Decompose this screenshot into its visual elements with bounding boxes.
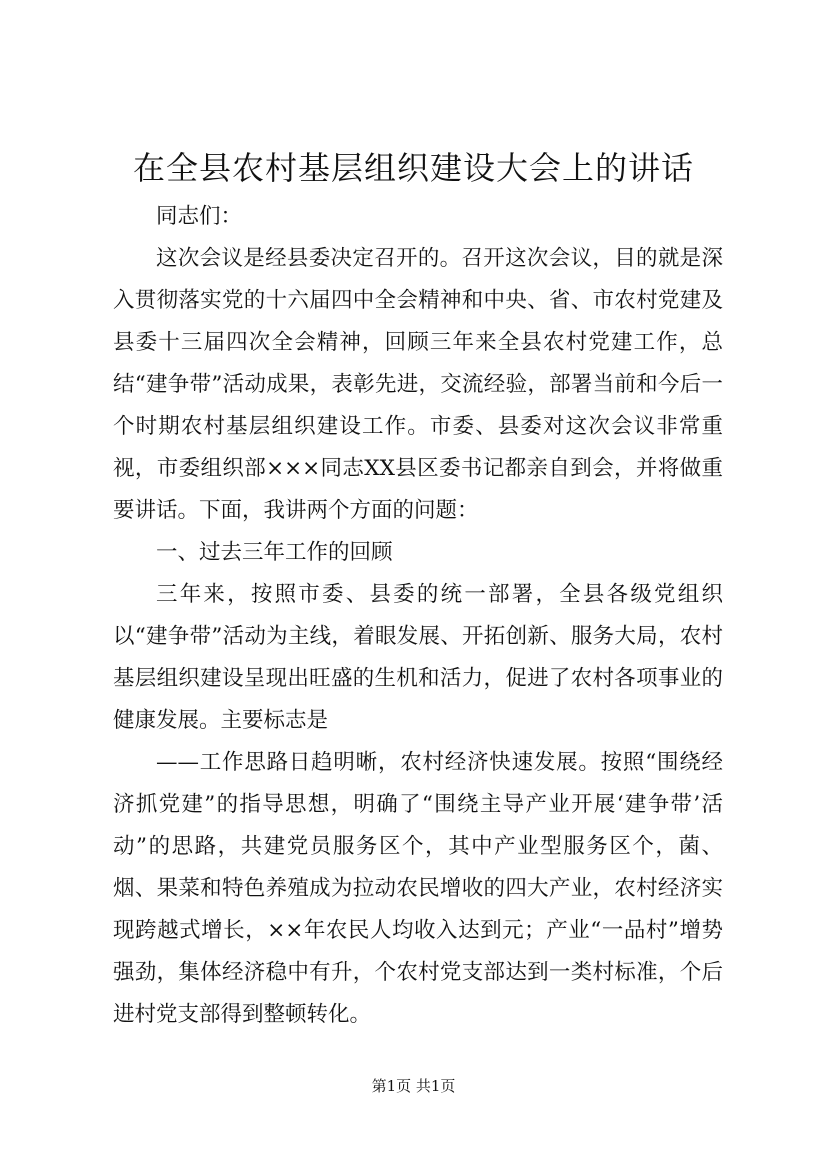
intro-paragraph: 这次会议是经县委决定召开的。召开这次会议，目的就是深入贯彻落实党的十六届四中全会精神和中央、省、市农村党建及县委十三届四次全会精神，回顾三年来全县农村党建工作，总结“建争带”活动成果，表彰先进，交流经验，部署当前和今后一个时期农村基层组织建设工作。市委、县委对这次会议非常重视，市委组织部×××同志XX县区委书记都亲自到会，并将做重要讲话。下面，我讲两个方面的问题： — [113, 246, 723, 523]
review-paragraph: 三年来，按照市委、县委的统一部署，全县各级党组织以“建争带”活动为主线，着眼发展、开拓创新、服务大局，农村基层组织建设呈现出旺盛的生机和活力，促进了农村各项事业的健康发展。主要标志是 — [113, 582, 723, 733]
salutation-paragraph: 同志们： — [156, 204, 243, 229]
page-footer: 第1页 共1页 — [371, 1077, 456, 1095]
economy-paragraph: ——工作思路日趋明晰，农村经济快速发展。按照“围绕经济抓党建”的指导思想，明确了“围绕主导产业开展‘建争带’活动”的思路，共建党员服务区个，其中产业型服务区个，菌、烟、果菜和特色养殖成为拉动农民增收的四大产业，农村经济实现跨越式增长，××年农民人均收入达到元；产业“一品村”增势强劲，集体经济稳中有升，个农村党支部达到一类村标准，个后进村党支部得到整顿转化。 — [113, 750, 723, 1027]
document-title: 在全县农村基层组织建设大会上的讲话 — [132, 149, 694, 187]
section-heading: 一、过去三年工作的回顾 — [156, 540, 393, 565]
document-body — [113, 196, 723, 1036]
